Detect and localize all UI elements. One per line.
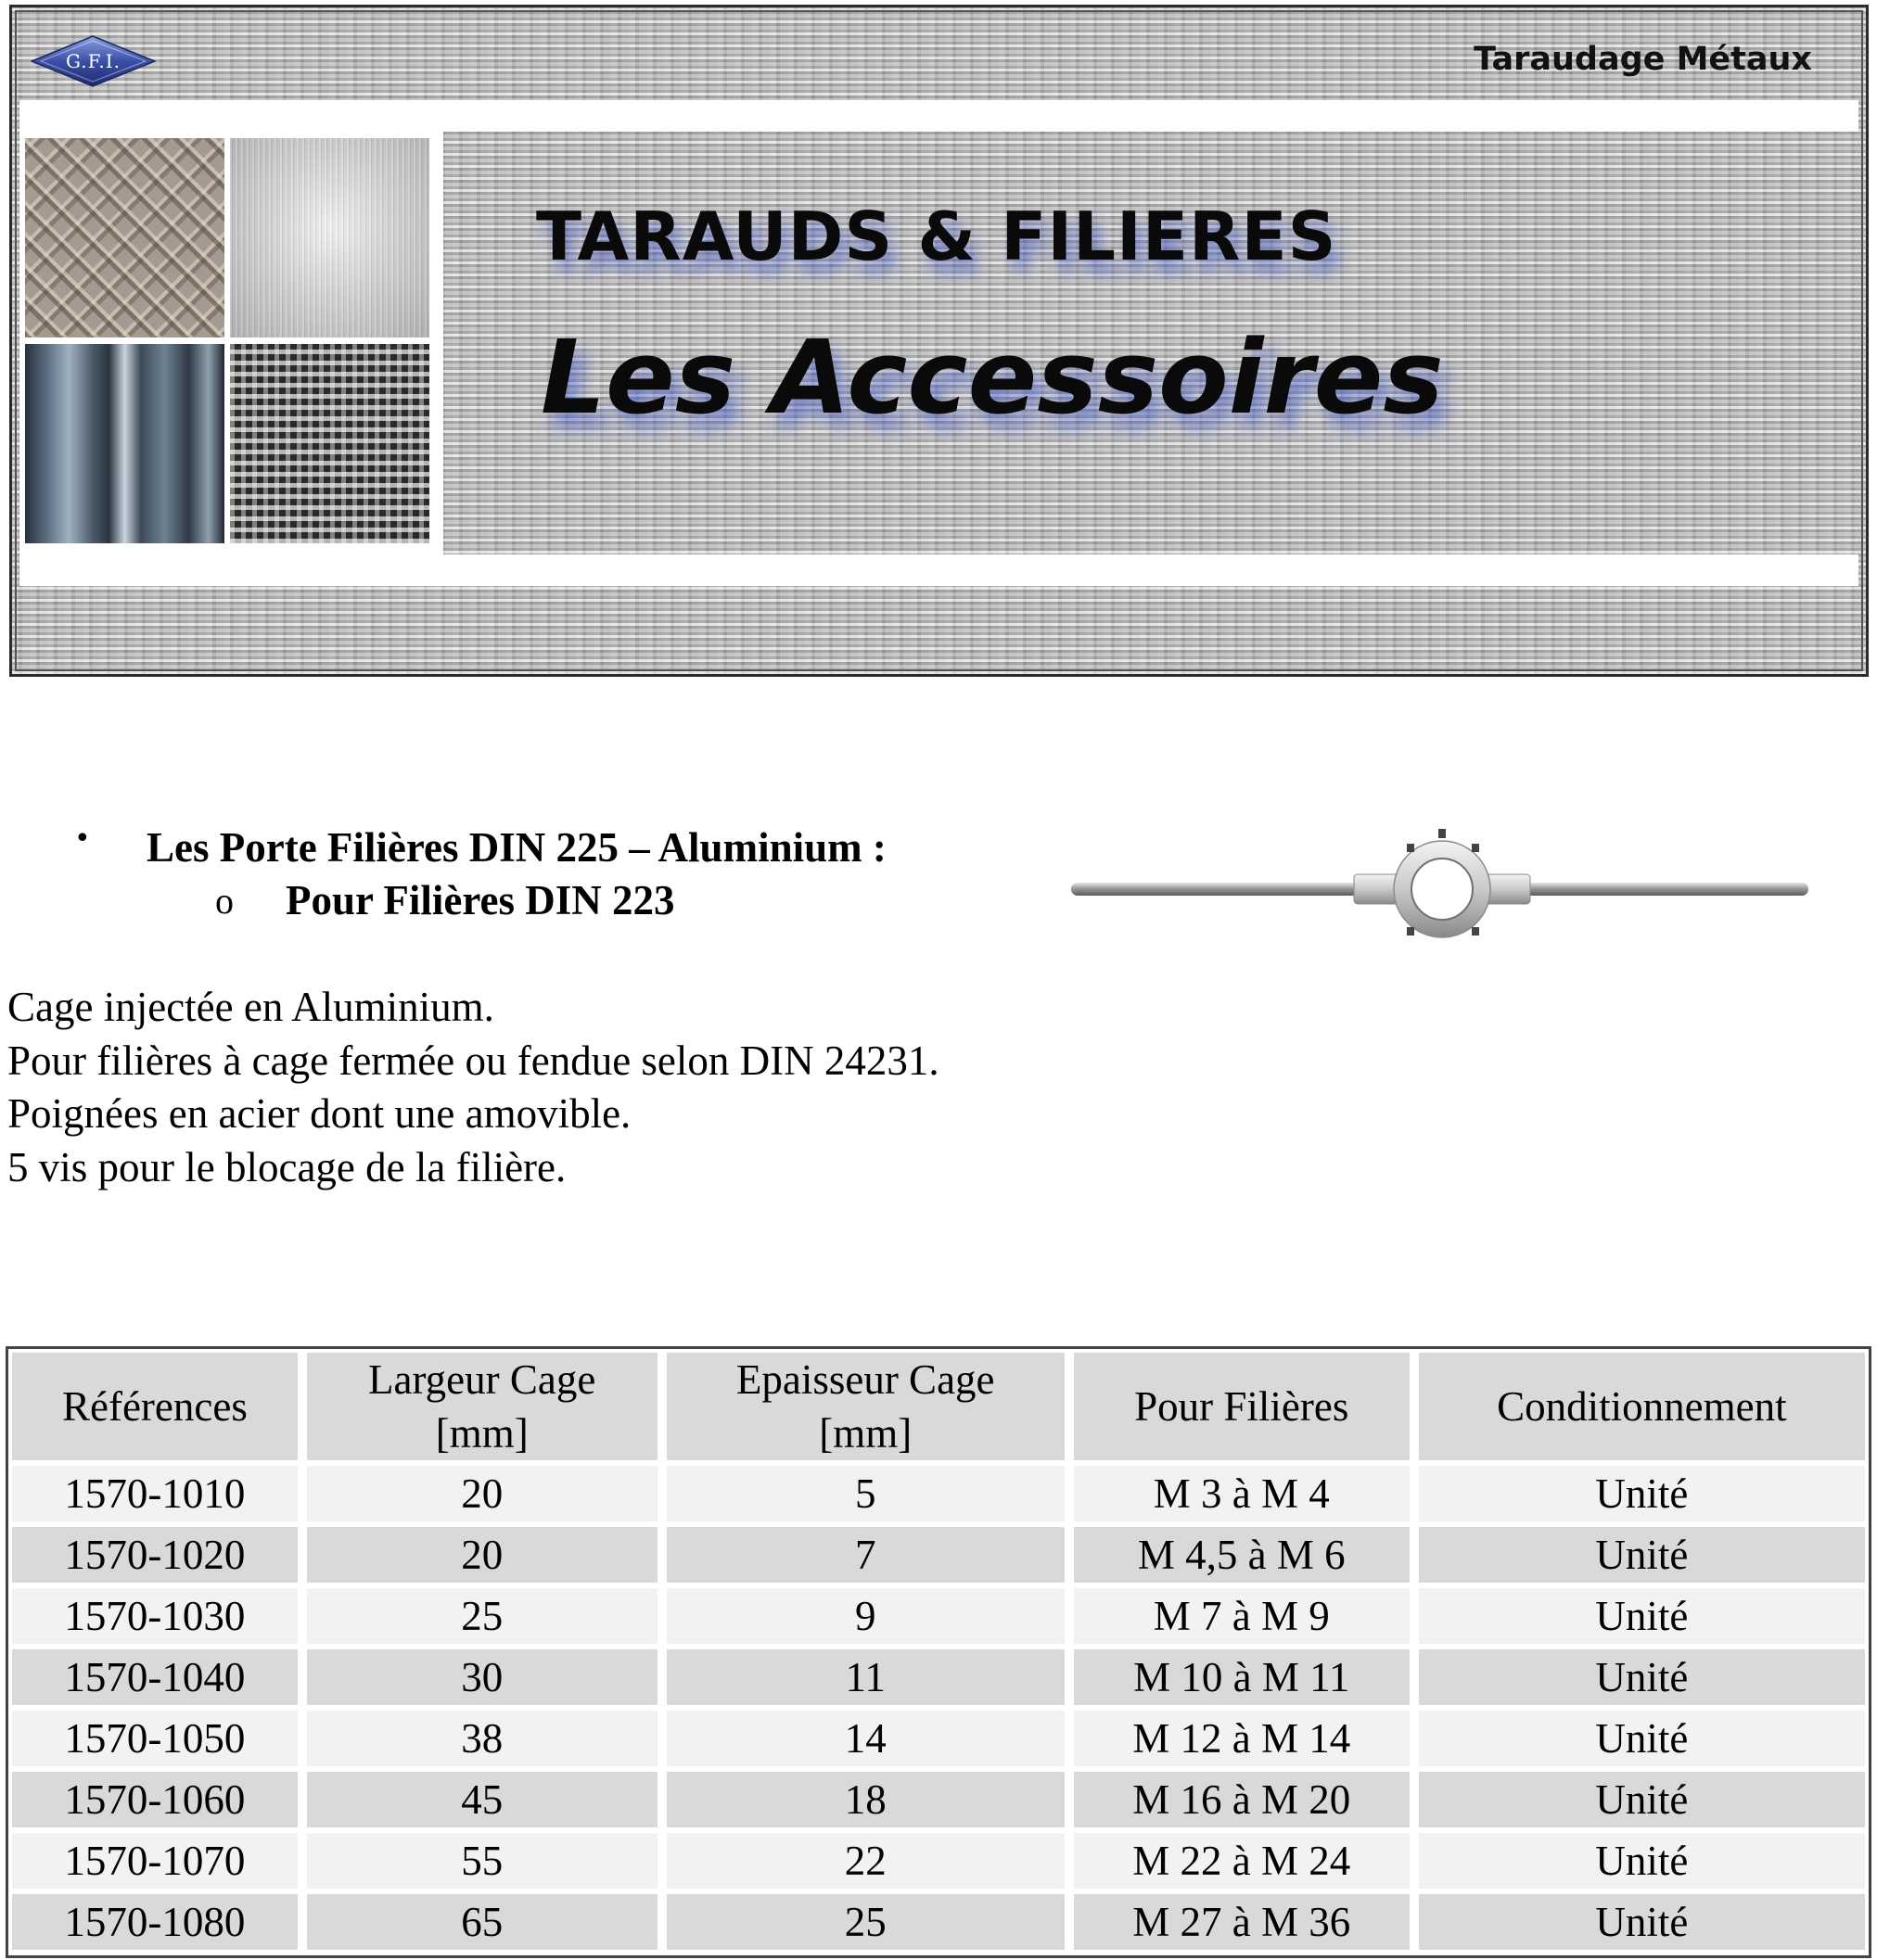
product-table bbox=[3, 1347, 1874, 1955]
banner-divider-top bbox=[19, 100, 1858, 132]
cell-cage-width: 25 bbox=[307, 1588, 658, 1644]
table-row bbox=[12, 1772, 1865, 1827]
banner-subtitle: Les Accessoires bbox=[541, 318, 1444, 437]
cell-reference: 1570-1050 bbox=[12, 1711, 298, 1766]
cell-cage-width: 30 bbox=[307, 1649, 658, 1705]
cell-cage-width: 55 bbox=[307, 1833, 658, 1889]
polished-steel-texture-tile bbox=[25, 344, 224, 543]
cell-for-dies: M 7 à M 9 bbox=[1074, 1588, 1410, 1644]
header-packaging: Conditionnement bbox=[1419, 1353, 1865, 1460]
table-row bbox=[12, 1711, 1865, 1766]
cell-cage-thickness: 5 bbox=[667, 1466, 1065, 1521]
cell-reference: 1570-1060 bbox=[12, 1772, 298, 1827]
woven-mesh-texture-tile bbox=[230, 344, 429, 543]
cell-reference: 1570-1040 bbox=[12, 1649, 298, 1705]
cell-cage-thickness: 18 bbox=[667, 1772, 1065, 1827]
product-table-frame bbox=[6, 1346, 1871, 1958]
table-row bbox=[12, 1894, 1865, 1950]
product-subheading: Pour Filières DIN 223 bbox=[286, 877, 675, 923]
cell-reference: 1570-1070 bbox=[12, 1833, 298, 1889]
logo-text: G.F.I. bbox=[66, 50, 121, 72]
cell-cage-thickness: 9 bbox=[667, 1588, 1065, 1644]
description-line: 5 vis pour le blocage de la filière. bbox=[7, 1143, 567, 1190]
cell-cage-width: 20 bbox=[307, 1527, 658, 1583]
cell-packaging: Unité bbox=[1419, 1466, 1865, 1521]
cell-reference: 1570-1010 bbox=[12, 1466, 298, 1521]
cell-packaging: Unité bbox=[1419, 1894, 1865, 1950]
die-holder-product-image bbox=[1066, 823, 1818, 944]
cell-reference: 1570-1030 bbox=[12, 1588, 298, 1644]
cell-for-dies: M 16 à M 20 bbox=[1074, 1772, 1410, 1827]
table-row bbox=[12, 1649, 1865, 1705]
table-row bbox=[12, 1466, 1865, 1521]
cell-packaging: Unité bbox=[1419, 1649, 1865, 1705]
table-header-row bbox=[12, 1353, 1865, 1460]
header-cage-width: Largeur Cage [mm] bbox=[307, 1353, 658, 1460]
product-description bbox=[7, 981, 939, 1194]
cell-cage-thickness: 25 bbox=[667, 1894, 1065, 1950]
product-heading: Les Porte Filières DIN 225 – Aluminium : bbox=[147, 824, 887, 871]
table-row bbox=[12, 1527, 1865, 1583]
brushed-aluminium-texture-tile bbox=[230, 138, 429, 337]
header-banner bbox=[9, 5, 1869, 677]
cell-for-dies: M 10 à M 11 bbox=[1074, 1649, 1410, 1705]
cell-packaging: Unité bbox=[1419, 1772, 1865, 1827]
cell-packaging: Unité bbox=[1419, 1711, 1865, 1766]
gfi-logo bbox=[31, 35, 156, 87]
cell-cage-thickness: 7 bbox=[667, 1527, 1065, 1583]
cell-cage-thickness: 14 bbox=[667, 1711, 1065, 1766]
cell-for-dies: M 3 à M 4 bbox=[1074, 1466, 1410, 1521]
cell-cage-thickness: 22 bbox=[667, 1833, 1065, 1889]
description-line: Poignées en acier dont une amovible. bbox=[7, 1090, 632, 1137]
table-row bbox=[12, 1833, 1865, 1889]
cell-cage-width: 45 bbox=[307, 1772, 658, 1827]
banner-title: TARAUDS & FILIERES bbox=[536, 197, 1337, 275]
cell-packaging: Unité bbox=[1419, 1527, 1865, 1583]
cell-for-dies: M 12 à M 14 bbox=[1074, 1711, 1410, 1766]
cell-for-dies: M 22 à M 24 bbox=[1074, 1833, 1410, 1889]
cell-cage-thickness: 11 bbox=[667, 1649, 1065, 1705]
cell-for-dies: M 4,5 à M 6 bbox=[1074, 1527, 1410, 1583]
brand-tagline: Taraudage Métaux bbox=[1474, 41, 1812, 78]
description-line: Cage injectée en Aluminium. bbox=[7, 984, 494, 1030]
cell-cage-width: 65 bbox=[307, 1894, 658, 1950]
sub-bullet-icon: o bbox=[215, 880, 234, 922]
header-for-dies: Pour Filières bbox=[1074, 1353, 1410, 1460]
cell-reference: 1570-1080 bbox=[12, 1894, 298, 1950]
description-line: Pour filières à cage fermée ou fendue selon DIN 24231. bbox=[7, 1037, 939, 1084]
cell-for-dies: M 27 à M 36 bbox=[1074, 1894, 1410, 1950]
cell-packaging: Unité bbox=[1419, 1833, 1865, 1889]
cell-reference: 1570-1020 bbox=[12, 1527, 298, 1583]
cell-cage-width: 20 bbox=[307, 1466, 658, 1521]
table-row bbox=[12, 1588, 1865, 1644]
header-cage-thickness: Epaisseur Cage [mm] bbox=[667, 1353, 1065, 1460]
header-references: Références bbox=[12, 1353, 298, 1460]
cell-cage-width: 38 bbox=[307, 1711, 658, 1766]
banner-divider-bottom bbox=[19, 554, 1858, 586]
bullet-icon: • bbox=[74, 822, 91, 855]
diamond-plate-texture-tile bbox=[25, 138, 224, 337]
cell-packaging: Unité bbox=[1419, 1588, 1865, 1644]
